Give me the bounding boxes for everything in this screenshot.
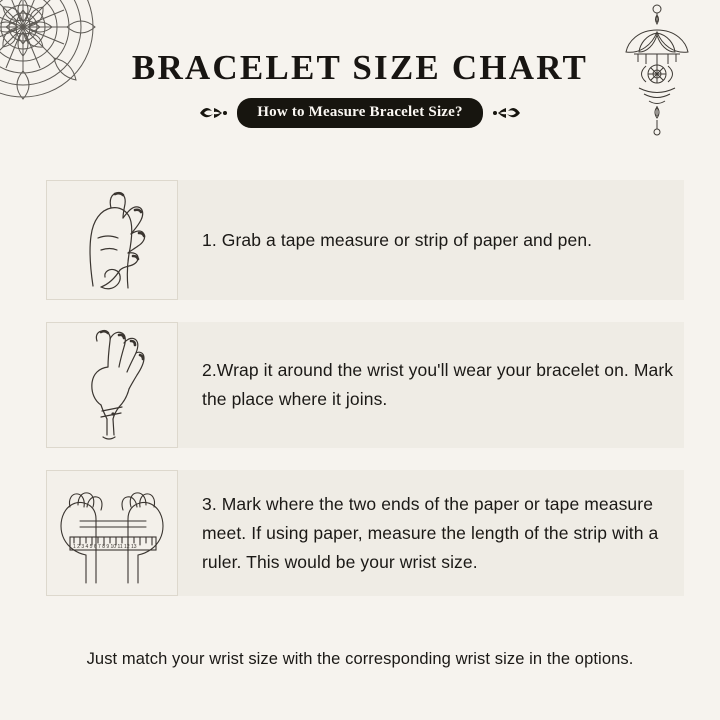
- step-3-illustration: [46, 470, 178, 596]
- list-item: [0, 322, 720, 448]
- fist-with-tape-measure-icon: [57, 186, 167, 294]
- subtitle-row: [0, 98, 720, 128]
- steps-list: [0, 180, 720, 618]
- step-1-illustration: [46, 180, 178, 300]
- list-item: [0, 470, 720, 596]
- step-3-text: 3. Mark where the two ends of the paper or tape measure meet. If using paper, measure the length of the strip with a ruler. This would be your wrist size.: [202, 493, 659, 572]
- subtitle-pill: How to Measure Bracelet Size?: [237, 98, 482, 128]
- hand-with-wrapped-tape-icon: [57, 327, 167, 443]
- list-item: [0, 180, 720, 300]
- hands-measuring-strip-with-ruler-icon: [50, 477, 174, 589]
- step-2-text: 2.Wrap it around the wrist you'll wear your bracelet on. Mark the place where it joins.: [202, 360, 674, 409]
- header: [0, 46, 720, 128]
- ruler-tick-labels: 1 2 3 4 5 6 7 8 9 10 11 12 13: [73, 544, 137, 550]
- step-2-illustration: [46, 322, 178, 448]
- footnote: Just match your wrist size with the corresponding wrist size in the options.: [86, 650, 634, 668]
- flourish-left-icon: [198, 103, 228, 123]
- flourish-right-icon: [492, 103, 522, 123]
- page-title: BRACELET SIZE CHART: [131, 48, 589, 87]
- step-1-text: 1. Grab a tape measure or strip of paper and pen.: [202, 229, 593, 250]
